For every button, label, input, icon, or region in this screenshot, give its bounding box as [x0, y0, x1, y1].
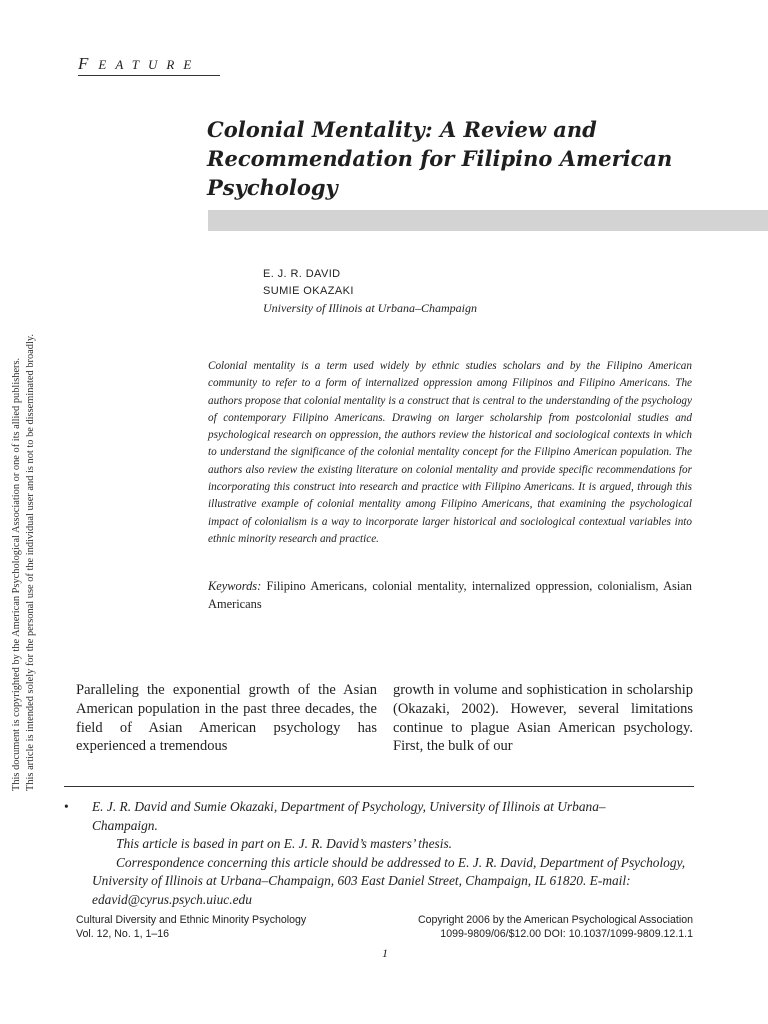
- section-label-rule: [78, 75, 220, 76]
- doi-line: 1099-9809/06/$12.00 DOI: 10.1037/1099-9809.12.1.1: [440, 928, 693, 940]
- bullet-icon: •: [64, 799, 69, 814]
- keywords-label: Keywords:: [208, 579, 262, 593]
- page-number: 1: [382, 946, 388, 960]
- footnote-affiliation: [64, 798, 696, 817]
- journal-volume: Vol. 12, No. 1, 1–16: [76, 928, 170, 940]
- section-label-rest: EATURE: [98, 57, 201, 72]
- footnote: [64, 798, 696, 909]
- footnote-affiliation-continued: Champaign.: [92, 817, 158, 833]
- section-label: [78, 54, 200, 74]
- title-divider-bar: [208, 210, 768, 231]
- author-block: [263, 266, 477, 317]
- keywords-list: Filipino Americans, colonial mentality, internalized oppression, colonialism, Asian Americans: [208, 579, 693, 611]
- journal-name: Cultural Diversity and Ethnic Minority Psychology: [76, 914, 307, 926]
- keywords: [208, 577, 692, 613]
- author-name: E. J. R. DAVID: [263, 268, 341, 280]
- author-affiliation: University of Illinois at Urbana–Champaign: [263, 301, 477, 315]
- abstract: Colonial mentality is a term used widely by ethnic studies scholars and by the Filipino American community to refer to a form of internalized oppression among Filipinos and Filipino Americans. The authors propose that colonial mentality is a construct that is central to the understanding of the psychology of contemporary Filipino Americans. Drawing on larger scholarship from postcolonial studies and psychological research on oppression, the authors review the historical and sociological contexts in which to understand the significance of the colonial mentality concept for the Filipino American population. The authors also review the existing literature on colonial mentality and provide specific recommendations for incorporating this construct into research and practice with Filipino Americans. It is argued, through this illustrative example of colonial mentality among Filipino Americans, that examining the psychological impact of colonialism is a way to incorporate larger historical and sociological contextual variables into ethnic minority research and practice.: [208, 360, 692, 545]
- body-text-right-column: growth in volume and sophistication in scholarship (Okazaki, 2002). However, several limitations continue to plague Asian American psychology. First, the bulk of our: [393, 682, 693, 755]
- side-notice-line: This document is copyrighted by the American Psychological Association or one of its allied publishers.: [11, 357, 22, 791]
- author-name: SUMIE OKAZAKI: [263, 285, 354, 297]
- footnote-rule: [64, 786, 694, 787]
- body-text-left-column: Paralleling the exponential growth of the Asian American population in the past three decades, the field of Asian American psychology has experienced a tremendous: [76, 682, 377, 755]
- article-title: Colonial Mentality: A Review and Recommendation for Filipino American Psychology: [207, 117, 673, 200]
- copyright-side-notice: [10, 256, 38, 791]
- footnote-thesis-note: This article is based in part on E. J. R. David’s masters’ thesis.: [116, 836, 452, 851]
- copyright-line: Copyright 2006 by the American Psychological Association: [417, 914, 693, 926]
- copyright-info: [418, 913, 693, 941]
- footnote-affiliation-text: E. J. R. David and Sumie Okazaki, Department of Psychology, University of Illinois at Urbana–: [92, 799, 606, 814]
- footnote-correspondence: Correspondence concerning this article should be addressed to E. J. R. David, Department of Psychology, University of Illinois at Urbana–Champaign, 603 East Daniel Street, Champaign, IL 61820. E-mail: edavid@cyrus.psych.uiuc.edu: [92, 854, 686, 907]
- section-label-initial: F: [78, 54, 99, 73]
- side-notice-line: This article is intended solely for the personal use of the individual user and is not to be disseminated broadly.: [25, 334, 36, 791]
- journal-info: [76, 913, 306, 941]
